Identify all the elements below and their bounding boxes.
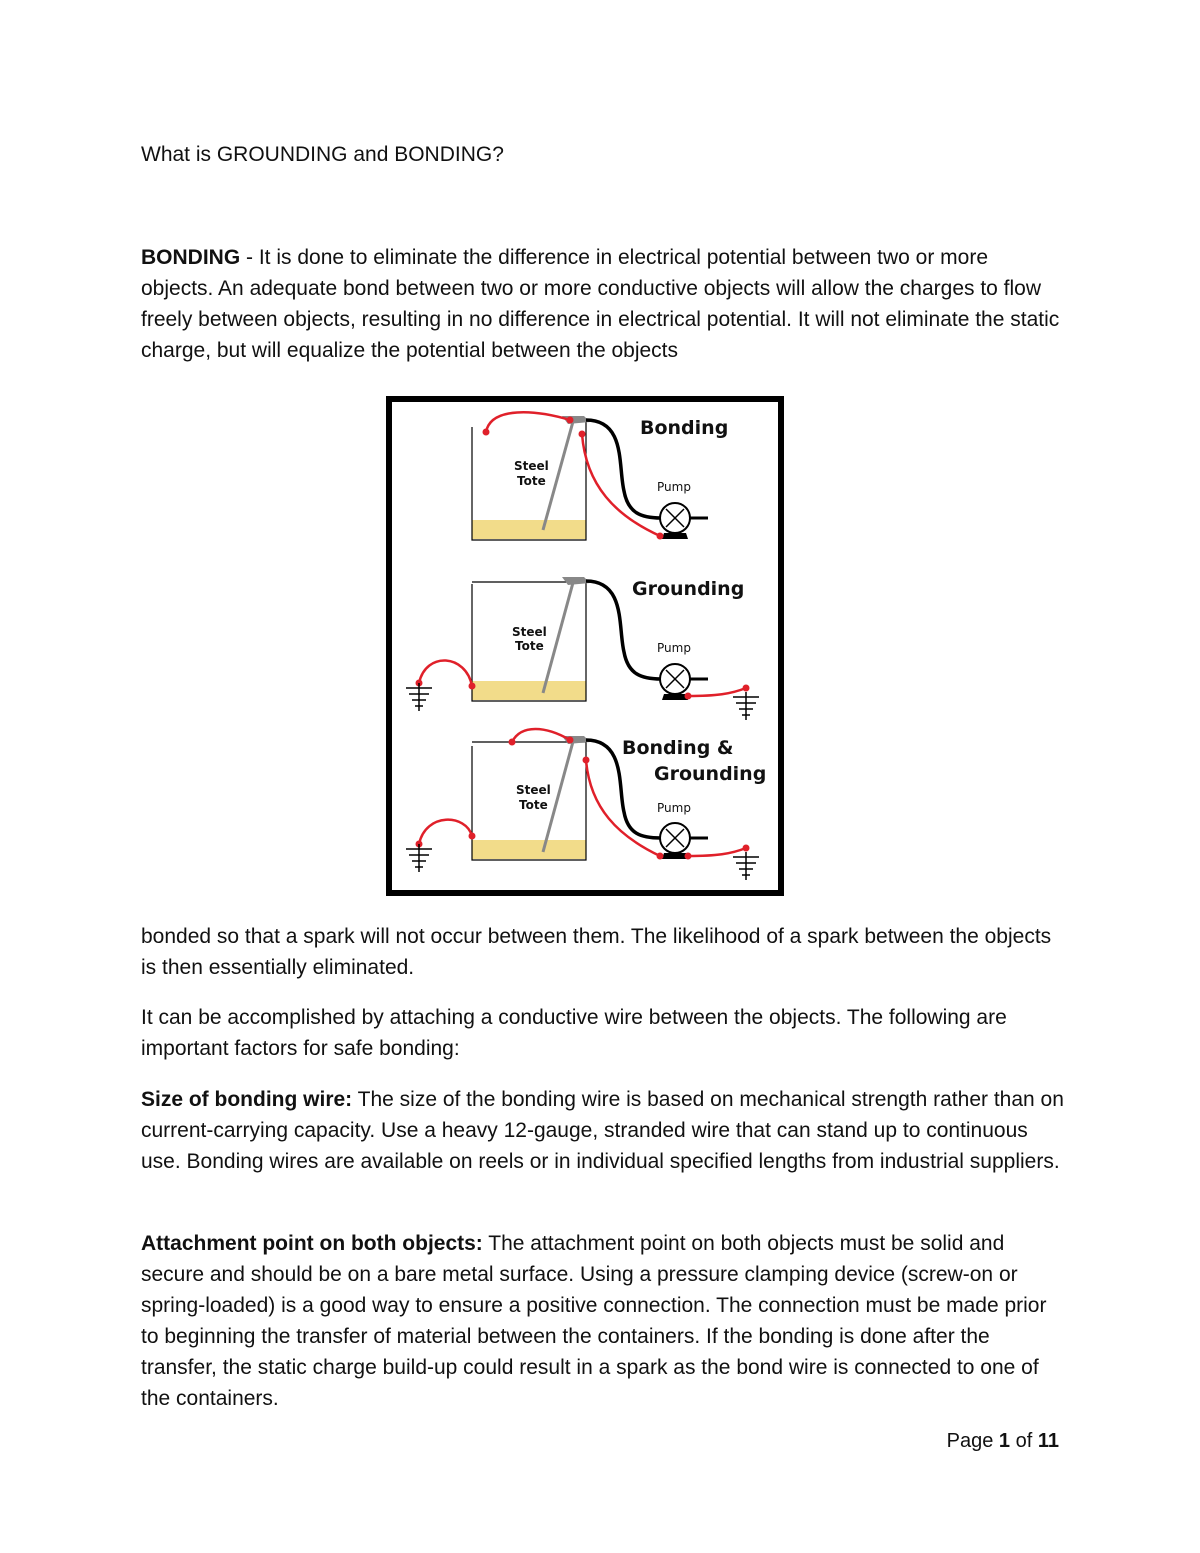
page-title: What is GROUNDING and BONDING? — [141, 143, 504, 166]
tote-liquid — [472, 681, 586, 700]
page-word: Page — [946, 1430, 994, 1452]
panel-heading: Bonding & — [622, 737, 734, 759]
tote-label: Steel — [514, 459, 549, 473]
tote-label: Tote — [515, 639, 544, 653]
tote-liquid — [472, 840, 586, 859]
wire-size-text: The size of the bonding wire is based on mechanical strength rather than on current-carrying capacity. Use a heavy 12-gauge, stranded wire that can stand up to continuous use. Bonding wires are available on reels or in individual specified lengths from industrial suppliers. — [141, 1088, 1064, 1173]
pump-label: Pump — [657, 641, 691, 655]
bonding-paragraph — [141, 242, 1066, 366]
bonding-term: BONDING — [141, 246, 241, 269]
attachment-point-text: The attachment point on both objects must be solid and secure and should be on a bare metal surface. Using a pressure clamping device (screw-on or spring-loaded) is a good way to ensure a positive connection. The connection must be made prior to beginning the transfer of material between the containers. If the bonding is done after the transfer, the static charge build-up could result in a spark as the bond wire is connected to one of the containers. — [141, 1232, 1047, 1410]
bonding-definition: - It is done to eliminate the difference in electrical potential between two or more objects. An adequate bond between two or more conductive objects will allow the charges to flow freely between objects, resulting in no difference in electrical potential. It will not eliminate the static charge, but will equalize the potential between the objects — [141, 246, 1060, 362]
attachment-point-heading: Attachment point on both objects: — [141, 1232, 483, 1255]
current-page: 1 — [998, 1430, 1011, 1452]
total-pages: 11 — [1037, 1430, 1059, 1452]
tote-label: Steel — [512, 625, 547, 639]
accomplish-paragraph: It can be accomplished by attaching a conductive wire between the objects. The following are important factors for safe bonding: — [141, 1006, 1007, 1060]
wire-size-paragraph — [141, 1084, 1066, 1177]
page-number — [947, 1430, 1059, 1453]
of-word: of — [1015, 1430, 1033, 1452]
tote-liquid — [472, 520, 586, 539]
attachment-point-paragraph — [141, 1228, 1066, 1414]
panel-heading: Grounding — [632, 578, 745, 600]
panel-heading: Bonding — [640, 417, 729, 439]
pump-label: Pump — [657, 801, 691, 815]
wire-size-heading: Size of bonding wire: — [141, 1088, 353, 1111]
panel-heading: Grounding — [654, 763, 767, 785]
pump-label: Pump — [657, 480, 691, 494]
bonding-continued-paragraph: bonded so that a spark will not occur between them. The likelihood of a spark between the objects is then essentially eliminated. — [141, 925, 1052, 979]
tote-label: Tote — [519, 798, 548, 812]
tote-label: Steel — [516, 783, 551, 797]
tote-label: Tote — [517, 474, 546, 488]
bonding-grounding-diagram — [386, 396, 786, 899]
